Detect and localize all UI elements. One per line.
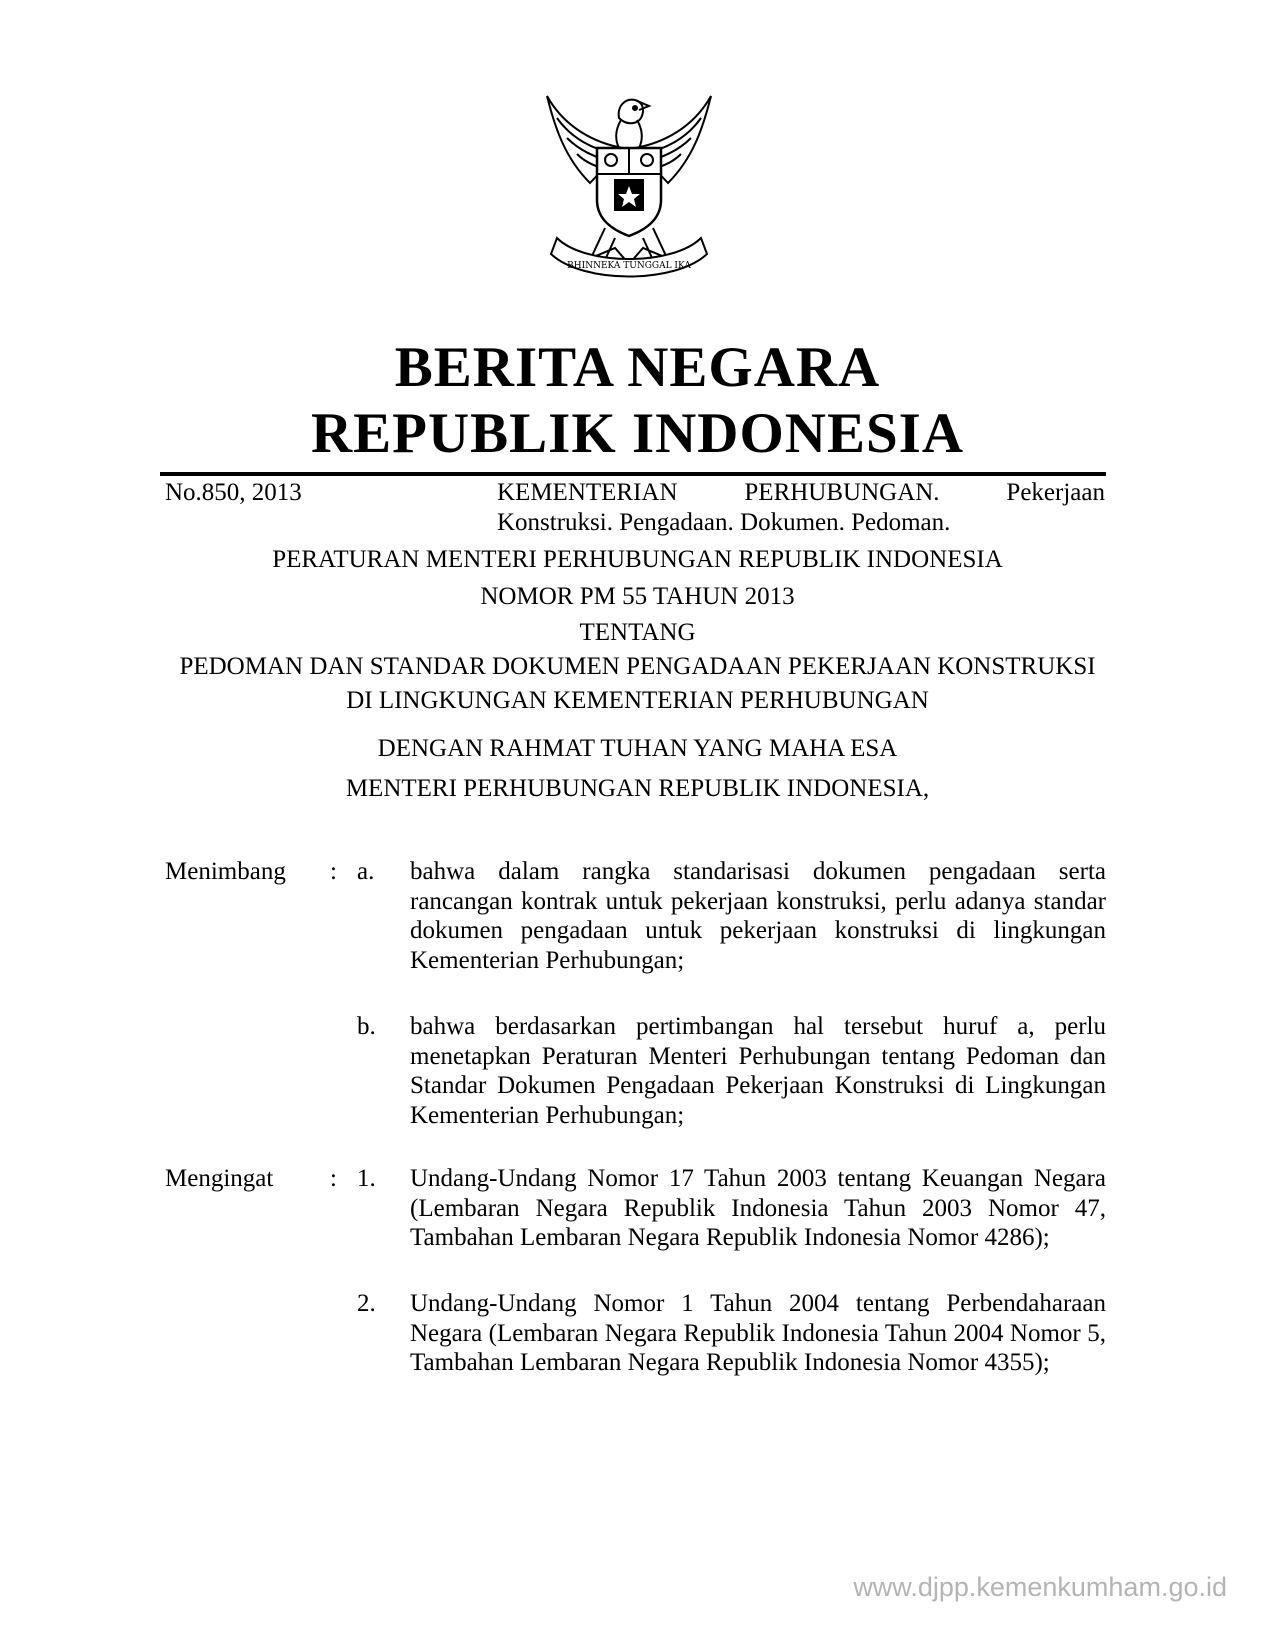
gazette-title-line2: REPUBLIK INDONESIA	[310, 402, 965, 465]
mengingat-colon: :	[330, 1165, 337, 1192]
mengingat-item-1-marker: 1.	[357, 1165, 376, 1192]
emblem-motto: BHINNEKA TUNGGAL IKA	[567, 261, 691, 271]
invocation: DENGAN RAHMAT TUHAN YANG MAHA ESA	[377, 735, 898, 762]
regulation-subject-line1: PEDOMAN DAN STANDAR DOKUMEN PENGADAAN PEKERJAAN KONSTRUKSI	[179, 653, 1096, 680]
regulation-about: TENTANG	[579, 619, 696, 646]
mengingat-label: Mengingat	[165, 1165, 274, 1192]
gazette-description-line1: KEMENTERIAN PERHUBUNGAN. Pekerjaan	[497, 479, 1105, 506]
menimbang-label: Menimbang	[165, 858, 286, 885]
mengingat-item-1-text: Undang-Undang Nomor 17 Tahun 2003 tentang Keuangan Negara (Lembaran Negara Republik Indonesia Tahun 2003 Nomor 47, Tambahan Lembaran Negara Republik Indonesia Nomor 4286);	[410, 1165, 1106, 1251]
footer-url: www.djpp.kemenkumham.go.id	[853, 1572, 1227, 1602]
gazette-description-line2: Konstruksi. Pengadaan. Dokumen. Pedoman.	[497, 509, 951, 536]
header-divider	[160, 472, 1106, 476]
mengingat-item-2-text: Undang-Undang Nomor 1 Tahun 2004 tentang Perbendaharaan Negara (Lembaran Negara Republik Indonesia Tahun 2004 Nomor 5, Tambahan Lembaran Negara Republik Indonesia Nomor 4355);	[410, 1290, 1106, 1376]
minister-heading: MENTERI PERHUBUNGAN REPUBLIK INDONESIA,	[345, 775, 930, 802]
mengingat-item-2-marker: 2.	[357, 1290, 376, 1317]
regulation-title: PERATURAN MENTERI PERHUBUNGAN REPUBLIK INDONESIA	[272, 546, 1003, 573]
menimbang-item-a-text: bahwa dalam rangka standarisasi dokumen pengadaan serta rancangan kontrak untuk pekerjaan konstruksi, perlu adanya standar dokumen pengadaan untuk pekerjaan konstruksi di lingkungan Kementerian Perhubungan;	[410, 858, 1106, 974]
gazette-title-line1: BERITA NEGARA	[394, 336, 881, 399]
gazette-number: No.850, 2013	[165, 479, 302, 506]
regulation-number: NOMOR PM 55 TAHUN 2013	[480, 583, 795, 610]
menimbang-colon: :	[330, 858, 337, 885]
menimbang-item-a-marker: a.	[357, 858, 375, 885]
menimbang-item-b-text: bahwa berdasarkan pertimbangan hal tersebut huruf a, perlu menetapkan Peraturan Menteri Perhubungan tentang Pedoman dan Standar Dokumen Pengadaan Pekerjaan Konstruksi di Lingkungan Kementerian Perhubungan;	[410, 1013, 1106, 1129]
regulation-subject-line2: DI LINGKUNGAN KEMENTERIAN PERHUBUNGAN	[346, 687, 929, 714]
garuda-pancasila-emblem-icon	[535, 88, 723, 288]
menimbang-item-b-marker: b.	[357, 1013, 376, 1040]
